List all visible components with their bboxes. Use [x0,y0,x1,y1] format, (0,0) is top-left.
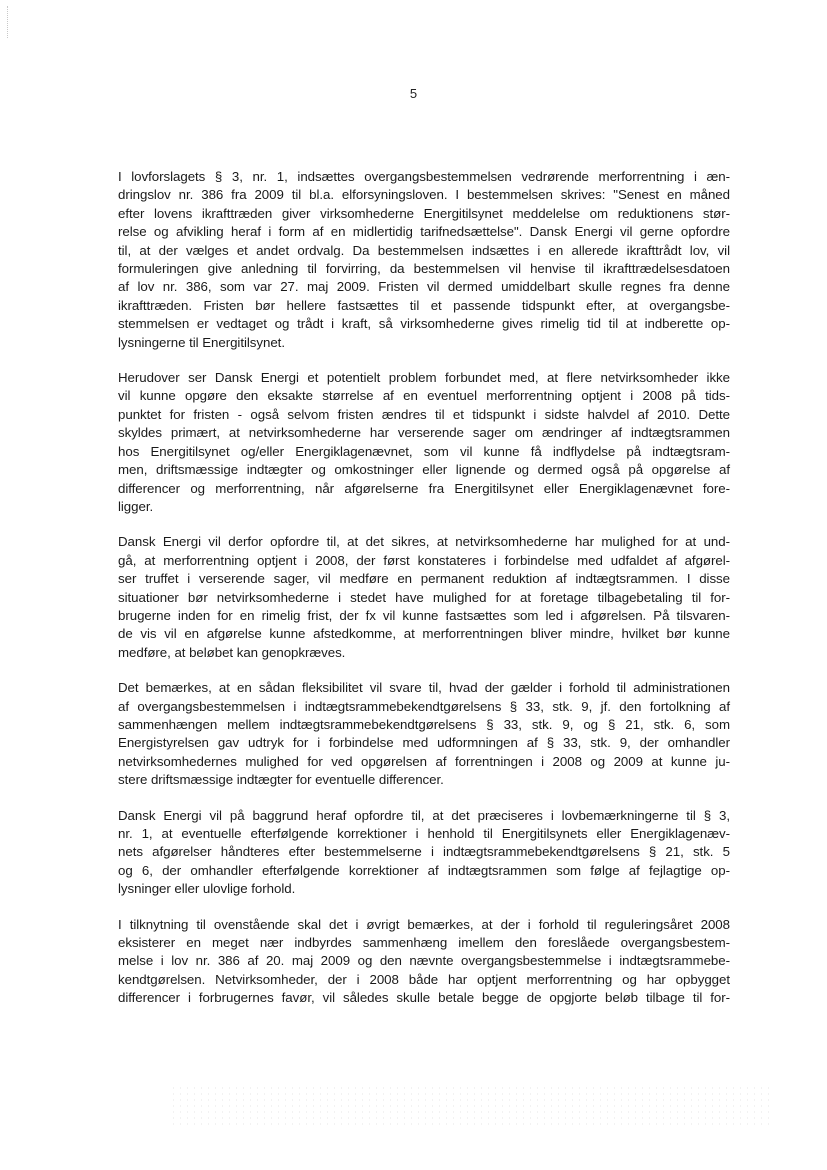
text-line: I tilknytning til ovenstående skal det i øvrigt bemærkes, at der i forhold til reguleringsåret 2008 [118,916,730,932]
paragraph-repayment-flexibility [118,533,730,662]
text-line: efter lovens ikrafttræden giver virksomhederne Energitilsynet meddelelse om reduktionens stør- [118,205,730,221]
text-line: kendtgørelsen. Netvirksomheder, der i 2008 både har optjent merforrentning og har opbygget [118,971,730,987]
text-line: de vis vil en afgørelse kunne afstedkomme, at merforrentningen bliver mindre, hvilket bør kunne [118,626,730,642]
text-line: lysningerne til Energitilsynet. [118,334,285,350]
text-line: differencer og merforrentning, når afgørelserne fra Energitilsynet eller Energiklagenævnet fore- [118,480,730,496]
paragraph-transition-provision [118,168,730,352]
text-line: situationer bør netvirksomhederne i stedet have mulighed for at foretage tilbagebetaling til for- [118,589,730,605]
scan-noise-artifact [170,1085,770,1125]
text-line: melse i lov nr. 386 af 20. maj 2009 og den nævnte overgangsbestemmelse i indtægtsrammebe- [118,953,730,969]
text-line: af lov nr. 386, som var 27. maj 2009. Fristen vil dermed umiddelbart skulle regnes fra denne [118,279,730,295]
text-line: nets afgørelser håndteres efter bestemmelserne i indtægtsrammebekendtgørelsens § 21, stk. 5 [118,844,730,860]
text-line: til, at der vælges et andet ordvalg. Da bestemmelsen indsættes i en allerede ikrafttrådt lov, vil [118,242,730,258]
text-line: stemmelsen er vedtaget og trådt i kraft, så virksomhederne gives rimelig tid til at indberette op- [118,316,730,332]
text-line: af overgangsbestemmelsen i indtægtsrammebekendtgørelsens § 33, stk. 9, jf. den fortolkning af [118,698,730,714]
text-line: I lovforslagets § 3, nr. 1, indsættes overgangsbestemmelsen vedrørende merforrentning i æn- [118,169,730,184]
text-line: Dansk Energi vil på baggrund heraf opfordre til, at det præciseres i lovbemærkningerne til § 3, [118,807,730,823]
text-line: hos Energitilsynet og/eller Energiklagenævnet, som vil kunne få indflydelse på indtægtsram- [118,443,730,459]
text-line: ser truffet i verserende sager, vil medføre en permanent reduktion af indtægtsrammen. I disse [118,571,730,587]
text-line: men, driftsmæssige indtægter og omkostninger eller lignende og dermed også på opgørelse af [118,462,730,478]
text-line: netvirksomhedernes mulighed for ved opgørelsen af forrentningen i 2008 og 2009 at kunne ju- [118,753,730,769]
text-line: gå, at merforrentning optjent i 2008, der først konstateres i forbindelse med udfaldet af afgørel- [118,552,730,568]
text-line: Herudover ser Dansk Energi et potentielt problem forbundet med, at flere netvirksomheder ikke [118,370,730,386]
text-line: stere driftsmæssige indtægter for eventuelle differencer. [118,772,444,788]
text-line: relse og afvikling heraf i form af en midlertidig tarifnedsættelse". Dansk Energi vil gerne opfordre [118,224,730,240]
text-line: ikrafttræden. Fristen bør hellere fastsættes til et passende tidspunkt efter, at overgangsbe- [118,297,730,313]
text-line: brugerne inden for en rimelig frist, der fx vil kunne fastsættes som led i afgørelsen. På tilsvaren- [118,607,730,623]
paragraph-potential-problem [118,369,730,516]
text-line: dringslov nr. 386 fra 2009 til bl.a. elforsyningsloven. I bestemmelsen skrives: "Senest en måned [118,187,730,203]
text-line: nr. 1, at eventuelle efterfølgende korrektioner i henhold til Energitilsynets eller Energiklagenæv- [118,826,730,841]
text-line: formuleringen give anledning til forvirring, da bestemmelsen vil henvise til ikrafttrædelsesdatoen [118,261,730,277]
text-line: og 6, der omhandler efterfølgende korrektioner af indtægtsrammen som følge af fejlagtige op- [118,862,730,878]
text-line: ligger. [118,498,154,514]
text-line: vil kunne opgøre den eksakte størrelse af en eventuel merforrentning optjent i 2008 på tids- [118,388,730,404]
paragraph-administration-note [118,679,730,789]
scan-edge-artifact [7,6,9,38]
text-line: Det bemærkes, at en sådan fleksibilitet vil svare til, hvad der gælder i forhold til administrationen [118,680,730,696]
paragraph-regulatory-year-2008 [118,916,730,1008]
document-body [118,168,730,1025]
page-number: 5 [409,86,418,101]
text-line: sammenhængen mellem indtægtsrammebekendtgørelsens § 33, stk. 9, og § 21, stk. 6, som [118,716,730,732]
text-line: differencer i forbrugernes favør, vil således skulle betale begge de opgjorte beløb tilbage til for- [118,990,730,1006]
text-line: eksisterer en meget nær indbyrdes sammenhæng imellem den foreslåede overgangsbestem- [118,935,730,951]
text-line: punktet for fristen - også selvom fristen ændres til et tidspunkt i sidste halvdel af 2010. Dette [118,406,730,422]
text-line: Energistyrelsen gav udtryk for i forbindelse med udformningen af § 33, stk. 9, der omhandler [118,735,730,751]
text-line: lysninger eller ulovlige forhold. [118,881,296,897]
text-line: skyldes primært, at netvirksomhederne har verserende sager om ændringer af indtægtsrammen [118,425,730,441]
paragraph-clarification-request [118,807,730,899]
text-line: medføre, at beløbet kan genopkræves. [118,644,346,660]
text-line: Dansk Energi vil derfor opfordre til, at det sikres, at netvirksomhederne har mulighed for at und- [118,534,730,550]
